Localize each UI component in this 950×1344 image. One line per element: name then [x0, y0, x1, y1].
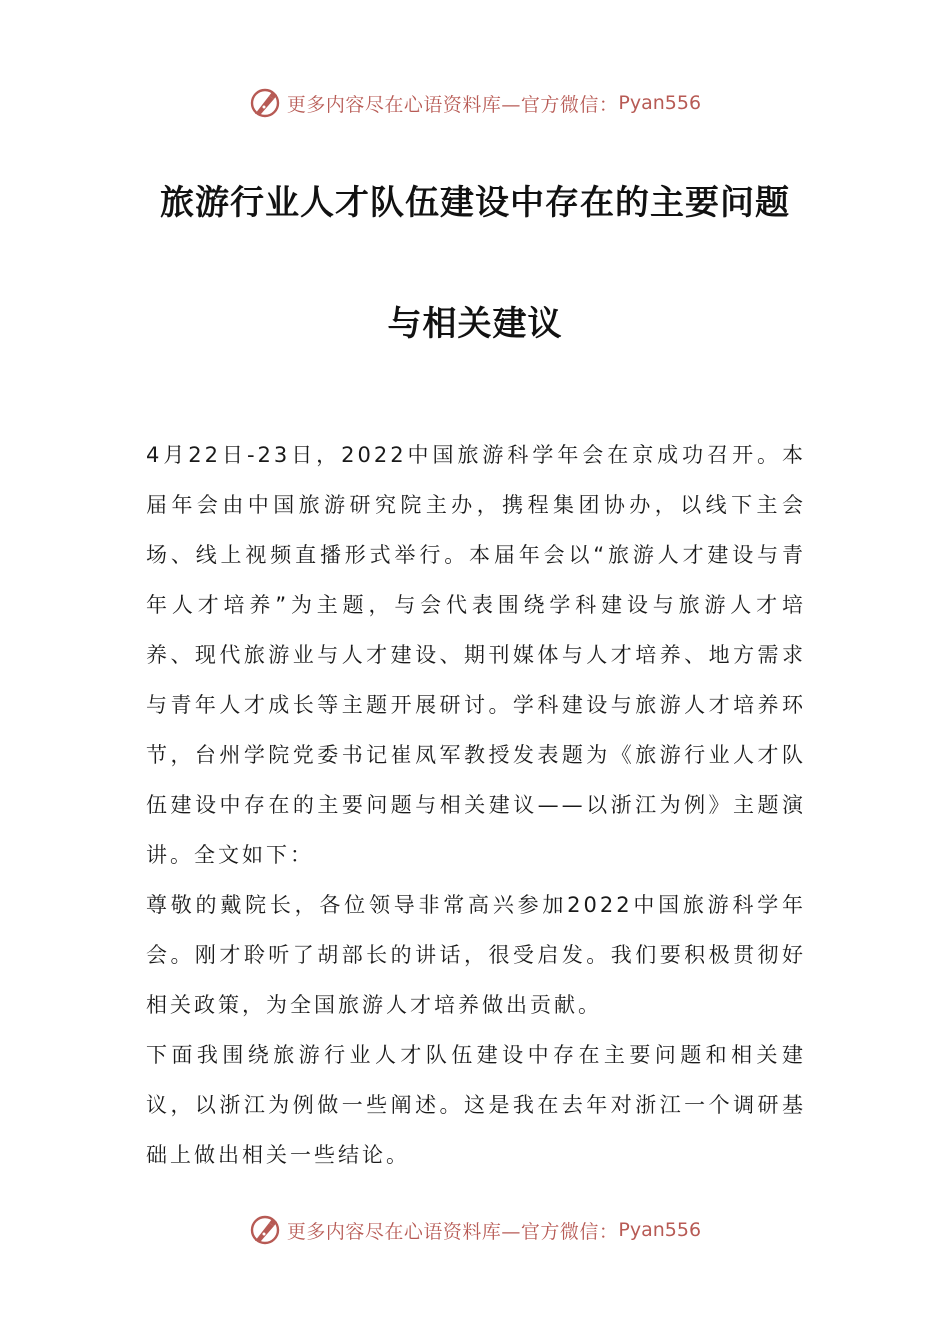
footer-banner-text: 更多内容尽在心语资料库—官方微信： [286, 1220, 619, 1243]
header-banner-text: 更多内容尽在心语资料库—官方微信： [286, 93, 619, 116]
document-title-line-2: 与相关建议 [387, 304, 563, 344]
pen-nib-logo-icon [249, 87, 281, 119]
header-banner [0, 83, 950, 123]
document-title-line-1: 旅游行业人才队伍建设中存在的主要问题 [160, 183, 790, 223]
body-paragraph: 下面我围绕旅游行业人才队伍建设中存在主要问题和相关建议，以浙江为例做一些阐述。这是我在去年对浙江一个调研基础上做出相关一些结论。 [146, 1043, 806, 1167]
body-paragraph: 4月22日-23日，2022中国旅游科学年会在京成功召开。本届年会由中国旅游研究院主办，携程集团协办，以线下主会场、线上视频直播形式举行。本届年会以“旅游人才建设与青年人才培养”为主题，与会代表围绕学科建设与旅游人才培养、现代旅游业与人才建设、期刊媒体与人才培养、地方需求与青年人才成长等主题开展研讨。学科建设与旅游人才培养环节，台州学院党委书记崔凤军教授发表题为《旅游行业人才队伍建设中存在的主要问题与相关建议——以浙江为例》主题演讲。全文如下： [146, 443, 806, 867]
header-banner-contact: Pyan556 [618, 92, 702, 114]
body-paragraph: 尊敬的戴院长，各位领导非常高兴参加2022中国旅游科学年会。刚才聆听了胡部长的讲话，很受启发。我们要积极贯彻好相关政策，为全国旅游人才培养做出贡献。 [146, 893, 806, 1017]
footer-banner [0, 1210, 950, 1250]
pen-nib-logo-icon [249, 1214, 281, 1246]
document-body [146, 430, 806, 1180]
footer-banner-contact: Pyan556 [618, 1219, 702, 1241]
